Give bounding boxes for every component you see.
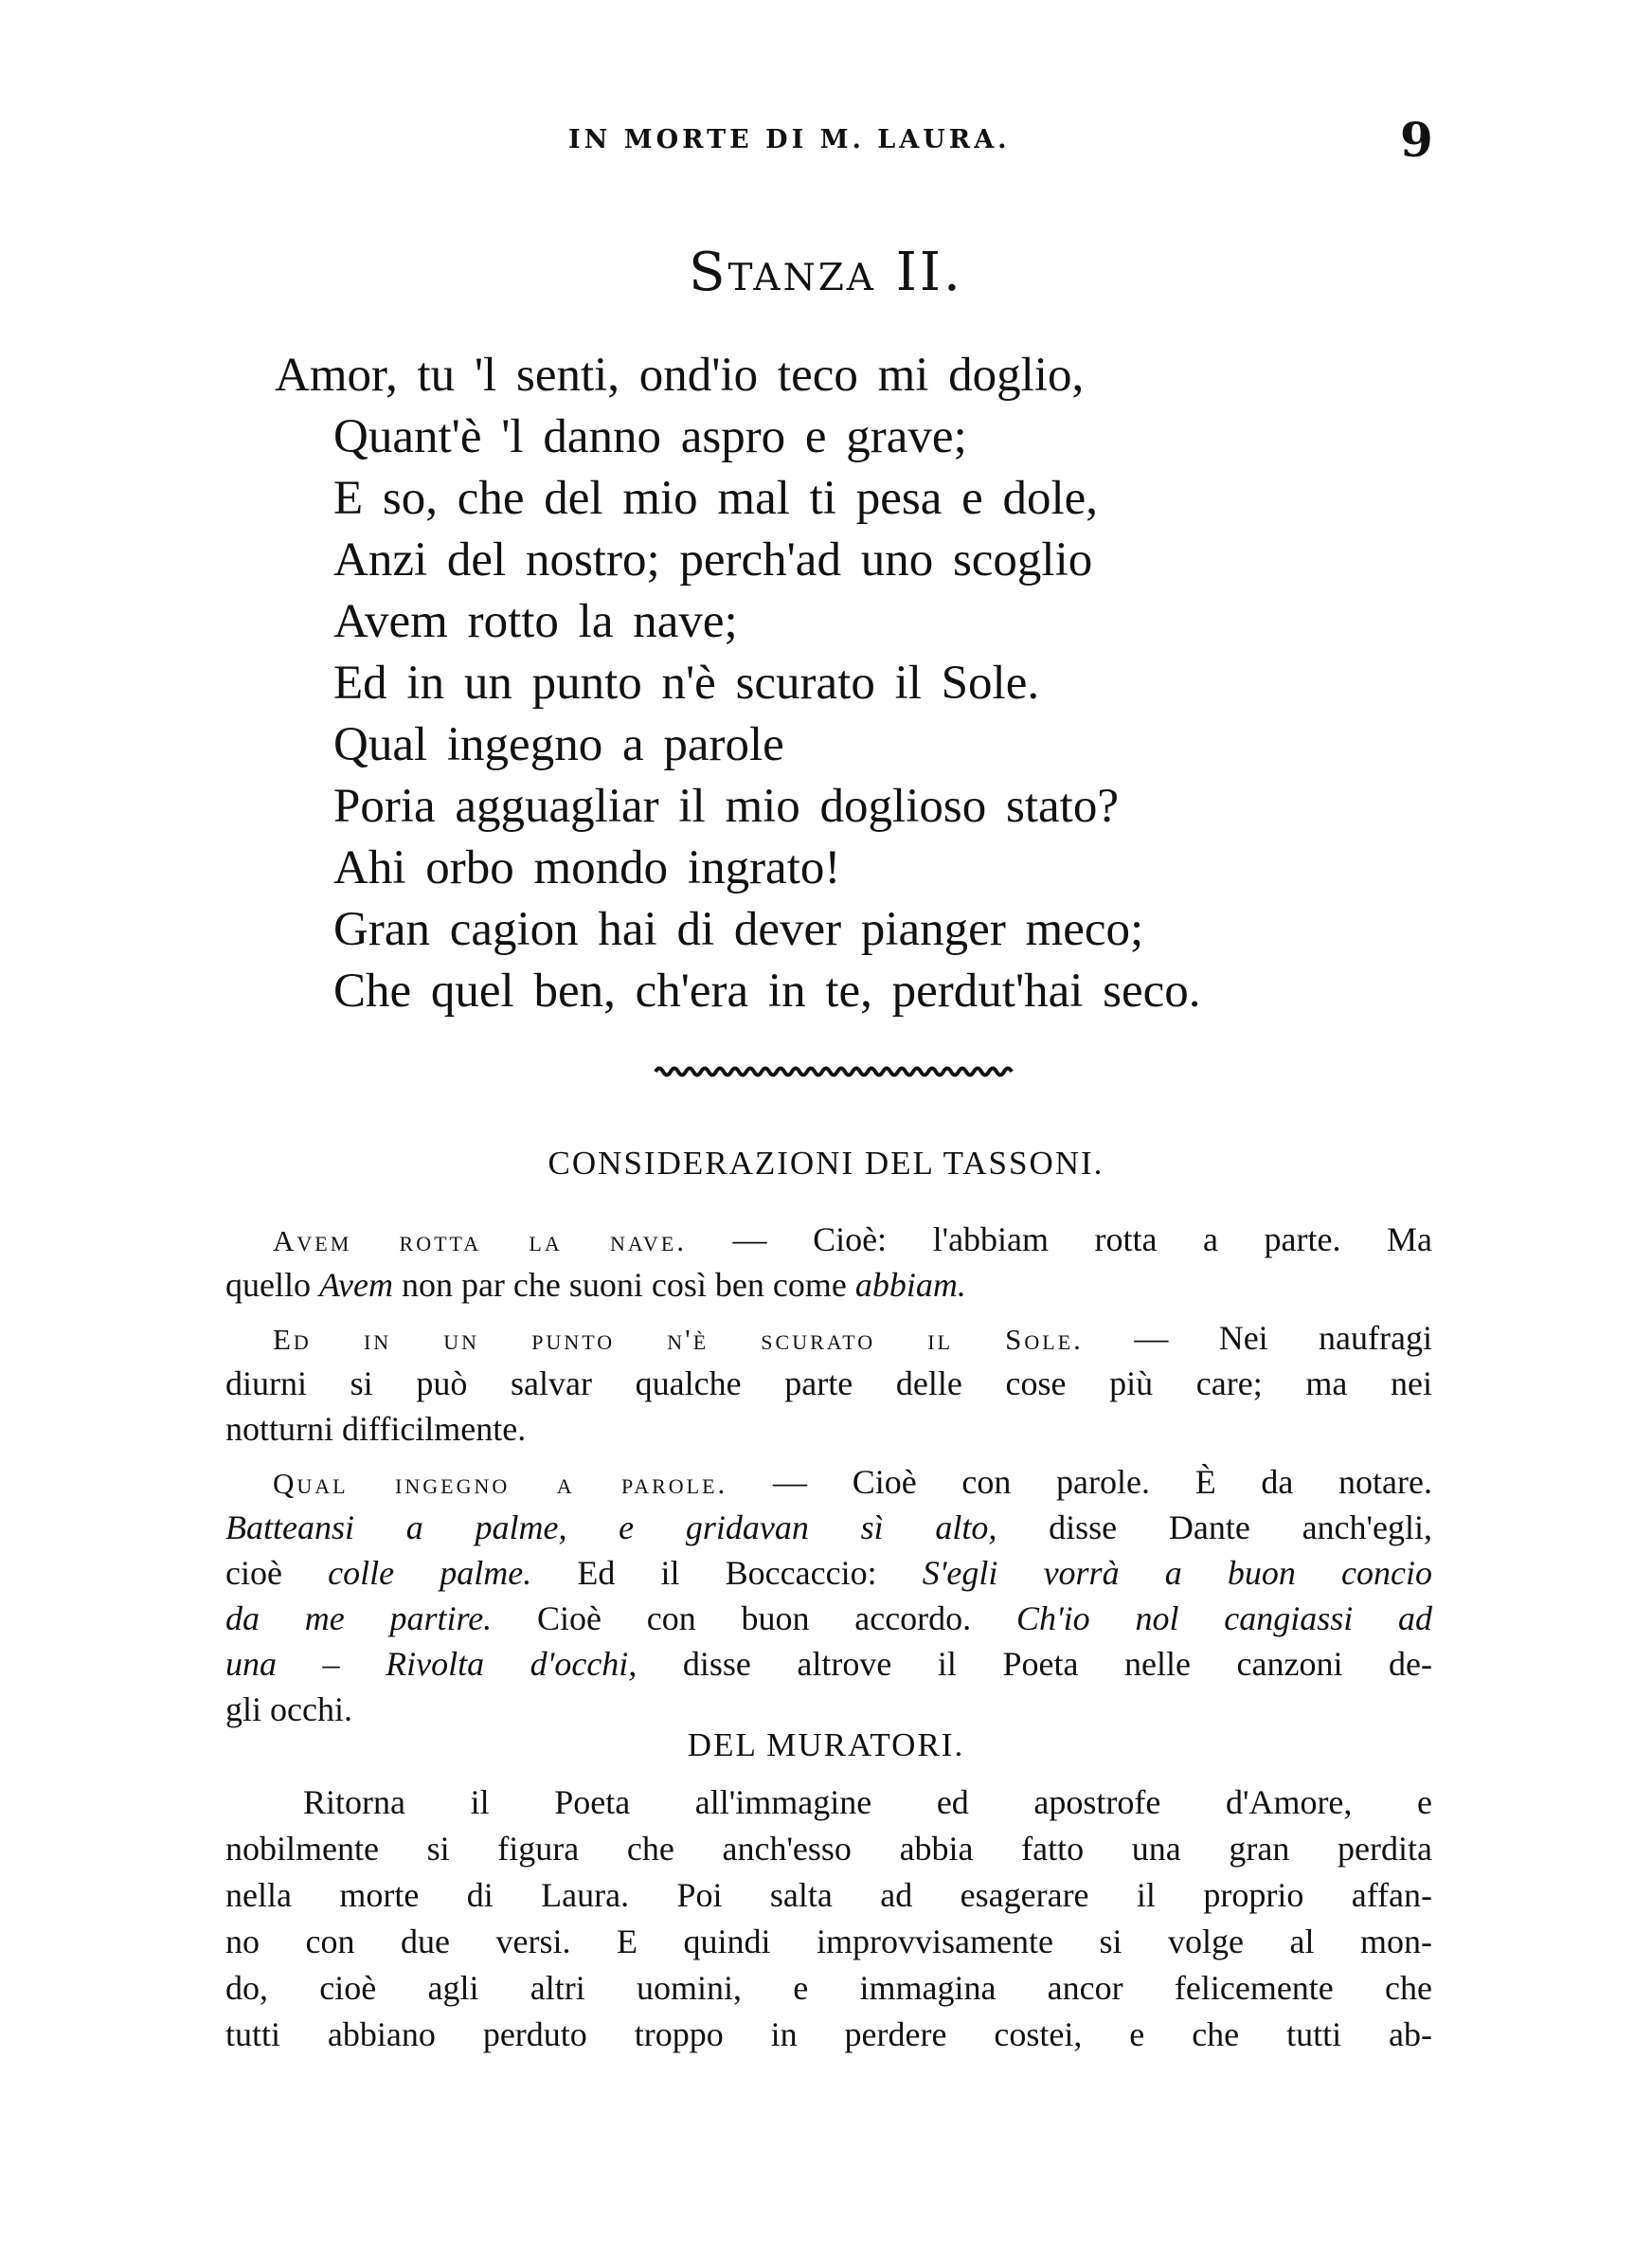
text-line: notturni difficilmente.	[225, 1410, 527, 1448]
text-line: nella morte di Laura. Poi salta ad esagerare il proprio affan-	[225, 1876, 1432, 1914]
note-italic: Avem	[318, 1266, 393, 1304]
stanza-title-numeral: II.	[895, 242, 963, 303]
note-italic: una – Rivolta d'occhi,	[225, 1645, 637, 1683]
text-line: diurni si può salvar qualche parte delle cose più care; ma nei	[225, 1364, 1432, 1402]
page-number: 9	[1400, 112, 1433, 168]
stanza-title-word: Stanza	[689, 242, 876, 303]
note-text: Cioè con buon accordo.	[492, 1599, 1016, 1637]
note-italic: Ch'io nol cangiassi ad	[1015, 1599, 1432, 1637]
text-line	[225, 1505, 1432, 1550]
note-lemma: Avem rotta la nave.	[273, 1224, 688, 1257]
note-paragraph	[225, 1459, 1432, 1732]
verse-line: Poria agguagliar il mio doglioso stato?	[333, 780, 1119, 833]
note-text: Ed il Boccaccio:	[531, 1554, 923, 1592]
verse-line: Amor, tu 'l senti, ond'io teco mi doglio,	[275, 349, 1085, 402]
ornamental-divider	[654, 1063, 1014, 1080]
stanza-title	[0, 242, 1652, 303]
verse-line: E so, che del mio mal ti pesa e dole,	[333, 472, 1099, 525]
text-line: nobilmente si figura che anch'esso abbia fatto una gran perdita	[225, 1830, 1432, 1868]
note-italic: Batteansi a palme, e gridavan sì alto,	[225, 1508, 997, 1546]
poem-stanza	[275, 345, 1459, 1022]
note-lemma: Ed in un punto n'è scurato il Sole.	[273, 1323, 1084, 1356]
verse-line: Gran cagion hai di dever pianger meco;	[333, 903, 1144, 956]
text-line	[225, 1315, 1432, 1361]
section-heading-tassoni: CONSIDERAZIONI DEL TASSONI.	[548, 1145, 1104, 1182]
text-line	[225, 1550, 1432, 1596]
text-line: Ritorna il Poeta all'immagine ed apostrofe d'Amore, e	[303, 1783, 1432, 1821]
verse-line: Anzi del nostro; perch'ad uno scoglio	[333, 533, 1093, 587]
text-line	[225, 1262, 1432, 1308]
note-text: non par che suoni così ben come	[392, 1266, 855, 1304]
verse-line: Avem rotto la nave;	[333, 595, 738, 648]
text-line	[225, 1217, 1432, 1262]
text-line	[225, 1596, 1432, 1641]
text-line: do, cioè agli altri uomini, e immagina ancor felicemente che	[225, 1969, 1432, 2007]
commentary-paragraph	[225, 1779, 1432, 2058]
running-title: IN MORTE DI M. LAURA.	[568, 125, 1011, 154]
text-line	[225, 1641, 1432, 1687]
tassoni-notes	[225, 1217, 1432, 1732]
text-line: tutti abbiano perduto troppo in perdere costei, e che tutti ab-	[225, 2015, 1432, 2053]
note-italic: da me partire.	[225, 1599, 493, 1637]
note-italic: colle palme.	[328, 1554, 532, 1592]
verse-line: Quant'è 'l danno aspro e grave;	[333, 410, 967, 463]
text-line: gli occhi.	[225, 1690, 352, 1728]
verse-line: Qual ingegno a parole	[333, 718, 784, 771]
verse-line: Che quel ben, ch'era in te, perdut'hai seco.	[333, 965, 1201, 1018]
verse-line: Ahi orbo mondo ingrato!	[333, 841, 841, 894]
section-heading-muratori: DEL MURATORI.	[687, 1726, 965, 1763]
muratori-commentary	[225, 1779, 1432, 2058]
note-text: quello	[225, 1266, 319, 1304]
note-text: — Nei naufragi	[1083, 1319, 1432, 1357]
verse-line: Ed in un punto n'è scurato il Sole.	[333, 657, 1040, 710]
note-text: — Cioè con parole. È da notare.	[727, 1463, 1432, 1501]
note-paragraph	[225, 1315, 1432, 1452]
text-line: no con due versi. E quindi improvvisamente si volge al mon-	[225, 1923, 1432, 1960]
note-text: — Cioè: l'abbiam rotta a parte. Ma	[687, 1220, 1433, 1258]
note-text: cioè	[225, 1554, 329, 1592]
text-line	[225, 1459, 1432, 1505]
note-text: disse altrove il Poeta nelle canzoni de-	[637, 1645, 1432, 1683]
note-text: disse Dante anch'egli,	[997, 1508, 1432, 1546]
note-italic: S'egli vorrà a buon concio	[922, 1554, 1432, 1592]
note-lemma: Qual ingegno a parole.	[273, 1467, 728, 1500]
note-italic: abbiam.	[854, 1266, 966, 1304]
note-paragraph	[225, 1217, 1432, 1308]
